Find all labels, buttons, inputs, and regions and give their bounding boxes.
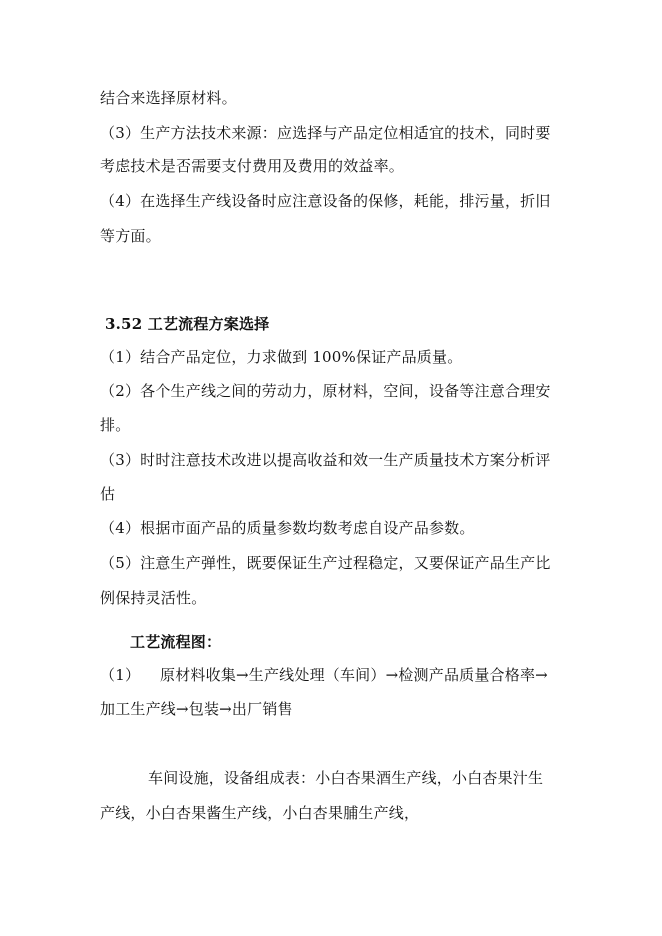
list-item-line: （4）根据市面产品的质量参数均数考虑自设产品参数。 <box>100 519 475 537</box>
paragraph-line: 结合来选择原材料。 <box>100 89 237 107</box>
flow-line: 加工生产线→包装→出厂销售 <box>100 700 293 718</box>
list-item-line: 排。 <box>100 416 131 434</box>
list-item-line: （3）时时注意技术改进以提高收益和效一生产质量技术方案分析评 <box>100 451 551 469</box>
paragraph-line: （3）生产方法技术来源：应选择与产品定位相适宜的技术，同时要 <box>100 124 551 142</box>
paragraph-line: 考虑技术是否需要支付费用及费用的效益率。 <box>100 157 405 175</box>
facility-line: 车间设施，设备组成表：小白杏果酒生产线，小白杏果汁生 <box>148 769 544 787</box>
list-item-line: （1）结合产品定位，力求做到 100%保证产品质量。 <box>100 348 463 366</box>
list-item-line: 估 <box>100 485 116 503</box>
list-item-line: （5）注意生产弹性，既要保证生产过程稳定，又要保证产品生产比 <box>100 554 551 572</box>
paragraph-line: 等方面。 <box>100 227 161 245</box>
section-heading: 3.52 工艺流程方案选择 <box>105 315 270 333</box>
paragraph-line: （4）在选择生产线设备时应注意设备的保修，耗能，排污量，折旧 <box>100 192 551 210</box>
facility-line: 产线，小白杏果酱生产线，小白杏果脯生产线， <box>100 804 420 822</box>
flow-heading: 工艺流程图： <box>130 633 222 651</box>
list-item-line: （2）各个生产线之间的劳动力，原材料，空间，设备等注意合理安 <box>100 382 551 400</box>
flow-line: （1） 原材料收集→生产线处理（车间）→检测产品质量合格率→ <box>100 666 548 684</box>
list-item-line: 例保持灵活性。 <box>100 589 207 607</box>
